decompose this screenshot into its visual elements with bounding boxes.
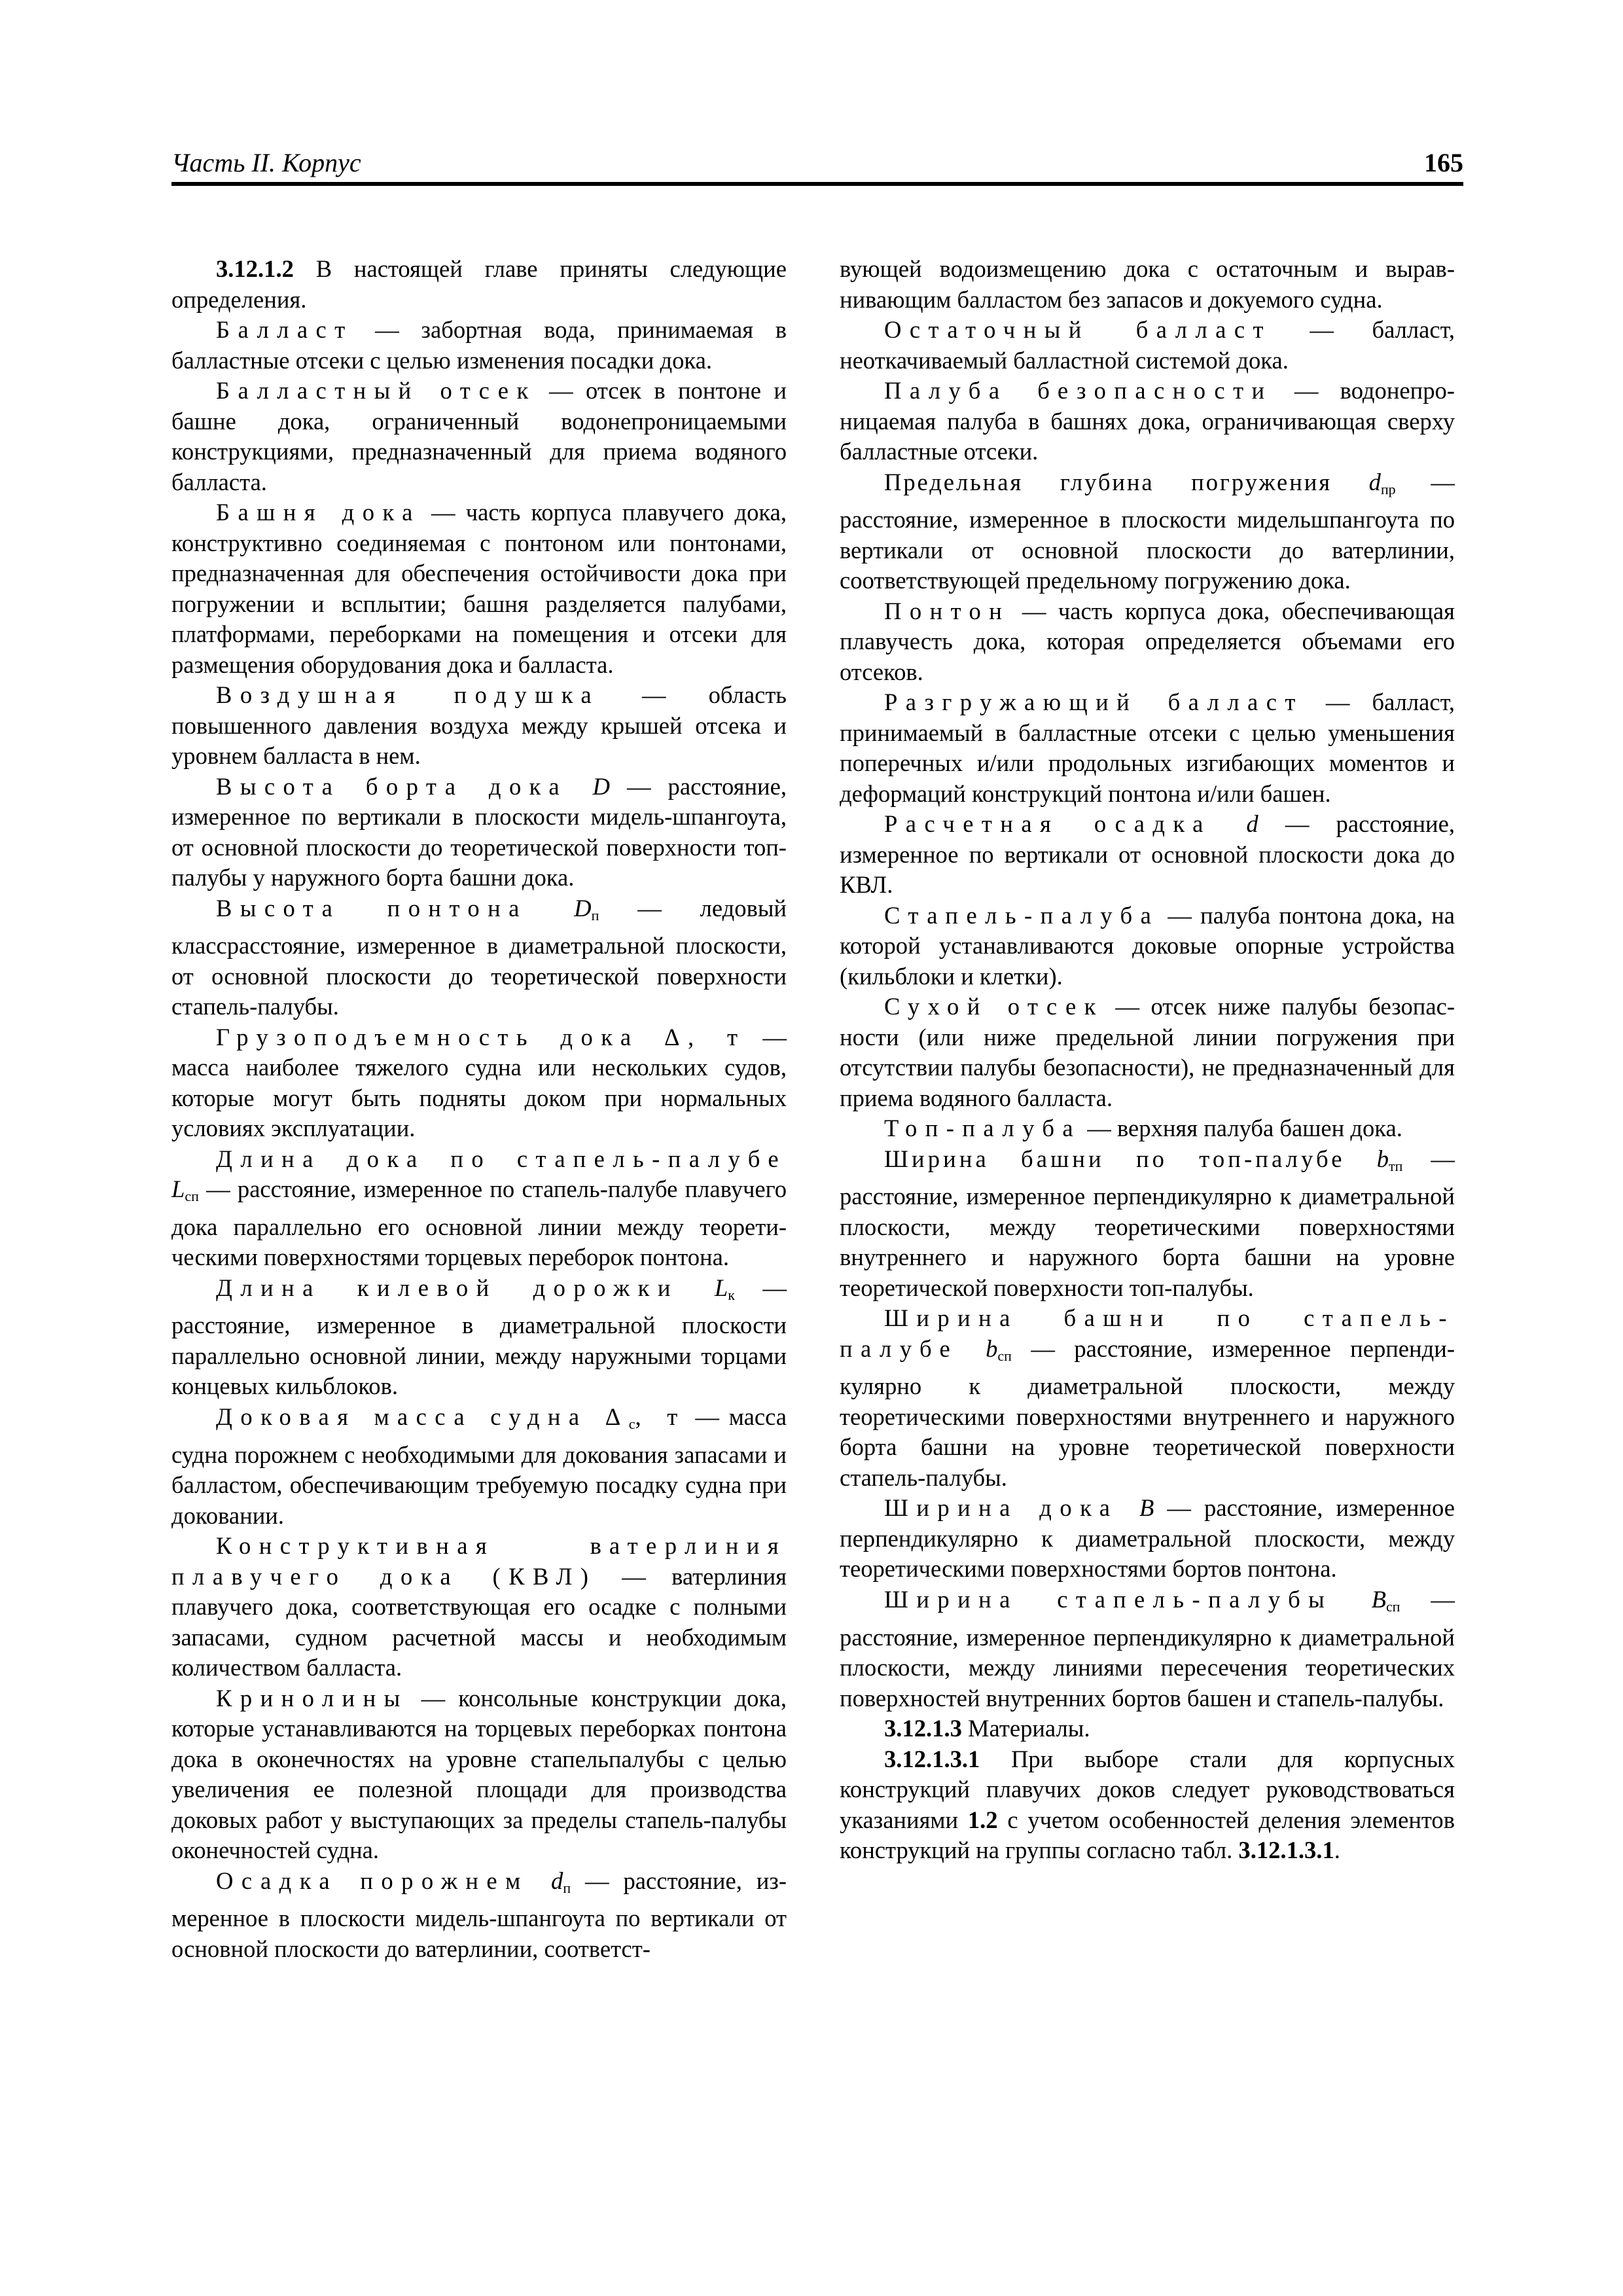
- symbol-subscript: сп: [1385, 1598, 1400, 1615]
- definition-pontoon-deck-breadth: Ширина стапель-палубы $B_{сп}$ — расстояние, измеренное перпендикулярно к диаметральной плоскости, между линиями пересечения теоретических поверхностей внутренних бортов башен и стапель-палубы.: [840, 1585, 1455, 1712]
- symbol: L: [714, 1274, 728, 1301]
- definition-ballast-tank: Балластный отсек — отсек в понтоне и башне дока, ограниченный водонепроницаемыми конструкциями, предназначенный для приема водяного балласта.: [171, 377, 787, 495]
- defined-term: Разгружающий балласт: [884, 689, 1304, 716]
- definition-residual-ballast: Остаточный балласт — балласт, неоткачиваемый балластной системой дока.: [840, 316, 1455, 374]
- definition-pontoon: Понтон — часть корпуса дока, обеспечивающая плавучесть дока, которая определяется объемами его отсеков.: [840, 597, 1455, 685]
- defined-term: Балласт: [216, 316, 353, 343]
- definition-design-draught: Расчетная осадка d — расстояние, измеренное по вертикали от основной плоскости дока до КВЛ.: [840, 810, 1455, 899]
- defined-term: Кринолины: [216, 1684, 408, 1712]
- symbol: b: [1376, 1145, 1389, 1172]
- definition-dock-breadth: Ширина дока B — расстояние, измеренное перпендикулярно к диаметральной плоскости, между теоретическими поверхностями бортов понтона.: [840, 1494, 1455, 1583]
- symbol: B: [1139, 1494, 1154, 1522]
- defined-term: Стапель-палуба: [884, 901, 1160, 929]
- symbol: B: [1371, 1585, 1386, 1613]
- section-number: 3.12.1.2: [216, 255, 294, 282]
- defined-term: Ширина башни по стапель-палубе: [840, 1304, 1455, 1362]
- defined-term: Палуба безопасности: [884, 377, 1273, 404]
- page-number: 165: [1424, 148, 1463, 177]
- section-reference: 1.2: [967, 1806, 998, 1833]
- defined-term: Высота понтона: [216, 894, 575, 922]
- defined-term: Остаточный балласт: [884, 316, 1272, 343]
- paragraph-continuation: вующей водоизмещению дока с остаточным и выравнивающим балластом без запасов и докуемого судна.: [840, 255, 1455, 313]
- definition-dock-depth: Высота борта дока D — расстояние, измеренное по вертикали в плоскости мидель-шпангоута, от основной плоскости до теоретической поверхности топ-палубы у наружного борта башни дока.: [171, 772, 787, 891]
- definition-tower-width-pontoon: Ширина башни по стапель-палубе $b_{сп}$ — расстояние, измеренное перпендикулярно к диаметральной плоскости, между теоретическими поверхностями внутреннего и наружного борта башни на уровне теоретической поверхности стапель-палубы.: [840, 1304, 1455, 1491]
- defined-term: Высота борта дока: [216, 772, 593, 800]
- defined-term: Грузоподъемность дока Δ, т: [216, 1023, 746, 1050]
- symbol-subscript: тп: [1389, 1157, 1403, 1174]
- symbol: L: [171, 1175, 185, 1203]
- defined-term: Конструктивная ватерлиния плавучего дока (КВЛ): [171, 1532, 787, 1590]
- definition-max-submergence: Предельная глубина погружения $d_{пр}$ — расстояние, измеренное в плоскости мидельшпангоута по вертикали от основной плоскости до ватерлинии, соответствующей предельному погружению дока.: [840, 468, 1455, 594]
- definition-design-waterline: Конструктивная ватерлиния плавучего дока (КВЛ) — ватерлиния плавучего дока, соответствующая его осадке с полными запасами, судном расчетной массы и необходимым количеством балласта.: [171, 1532, 787, 1681]
- symbol-subscript: п: [563, 1879, 571, 1896]
- defined-term: Воздушная подушка: [216, 681, 600, 708]
- symbol: D: [574, 894, 592, 922]
- defined-term: Длина килевой дорожки: [216, 1274, 715, 1301]
- defined-term: Балластный отсек: [216, 377, 537, 404]
- definition-pontoon-depth: Высота понтона $D_п$ — ледовый классрасстояние, измеренное в диаметральной плоскости, от основной плоскости до теоретической поверхности стапель-палубы.: [171, 894, 787, 1020]
- defined-term: Доковая масса судна Δ: [216, 1403, 629, 1430]
- symbol-subscript: к: [728, 1286, 735, 1303]
- definition-ballast: Балласт — забортная вода, принимаемая в балластные отсеки с целью изменения посадки дока.: [171, 316, 787, 374]
- page-header: [171, 143, 1463, 186]
- definition-air-cushion: Воздушная подушка — область повышенного давления воздуха между крышей отсека и уровнем балласта в нем.: [171, 681, 787, 769]
- defined-term: Понтон: [884, 597, 1010, 624]
- definition-docking-mass: Доковая масса судна $\Delta_с$, т — масса судна порожнем с необходимыми для докования запасами и балластом, обеспечивающим требуемую посадку судна при доковании.: [171, 1403, 787, 1529]
- definition-dock-tower: Башня дока — часть корпуса плавучего дока, конструктивно соединяемая с понтоном или понтонами, предназначенная для обеспечения остойчивости дока при погружении и всплытии; башня разделяется палубами, платформами, переборками на помещения и отсеки для размещения оборудования дока и балласта.: [171, 499, 787, 678]
- definition-tower-width-top: Ширина башни по топ-палубе $b_{тп}$ — расстояние, измеренное перпендикулярно к диаметральной плоскости, между теоретическими поверхностями внутреннего и наружного борта башни на уровне теоретической поверхности топ-палубы.: [840, 1145, 1455, 1301]
- definition-dock-length: Длина дока по стапель-палубе $L_{сп}$ — расстояние, измеренное по стапель-палубе плавучего дока параллельно его основной линии между теоретическими поверхностями торцевых переборок понтона.: [171, 1145, 787, 1271]
- defined-term: Ширина стапель-палубы: [884, 1585, 1372, 1613]
- running-title: Часть II. Корпус: [171, 148, 361, 177]
- defined-term: Длина дока по стапель-палубе: [216, 1145, 787, 1172]
- defined-term: Ширина башни по топ-палубе: [884, 1145, 1377, 1172]
- symbol-subscript: с: [628, 1416, 635, 1433]
- symbol: b: [986, 1335, 998, 1362]
- table-reference: 3.12.1.3.1: [1238, 1837, 1334, 1864]
- section-number: 3.12.1.3: [884, 1715, 962, 1742]
- symbol: d: [1246, 810, 1258, 838]
- section-number: 3.12.1.3.1: [884, 1745, 980, 1772]
- right-column: [840, 254, 1455, 1866]
- definition-top-deck: Топ-палуба — верхняя палуба башен дока.: [884, 1115, 1402, 1142]
- paragraph-3-12-1-3: 3.12.1.3 Материалы.: [884, 1715, 1090, 1742]
- paragraph-3-12-1-3-1: 3.12.1.3.1 При выборе стали для корпусных конструкций плавучих доков следует руководствоваться указаниями 1.2 с учетом особенностей деления элементов конструкций на группы согласно табл. 3.12.1.3.1.: [840, 1745, 1455, 1864]
- symbol-subscript: сп: [997, 1347, 1012, 1364]
- defined-term: Топ-палуба: [884, 1115, 1082, 1142]
- defined-term: Башня дока: [216, 499, 421, 526]
- definition-relieving-ballast: Разгружающий балласт — балласт, принимаемый в балластные отсеки с целью уменьшения поперечных и/или продольных изгибающих моментов и деформаций конструкций понтона и/или башен.: [840, 689, 1455, 807]
- definition-pontoon-deck: Стапель-палуба — палуба понтона дока, на которой устанавливаются доковые опорные устройства (кильблоки и клетки).: [840, 901, 1455, 990]
- defined-term: Осадка порожнем: [216, 1867, 552, 1894]
- defined-term: Предельная глубина погружения: [884, 468, 1369, 495]
- paragraph-3-12-1-2: 3.12.1.2 В настоящей главе приняты следующие определения.: [171, 255, 787, 313]
- definition-crinolines: Кринолины — консольные конструкции дока, которые устанавливаются на торцевых переборках понтона дока в оконечностях на уровне стапельпалубы с целью увеличения ее полезной площади для производства доковых работ у выступающих за пределы стапель-палубы оконечностей судна.: [171, 1684, 787, 1864]
- defined-term: Расчетная осадка: [884, 810, 1247, 838]
- definition-lifting-capacity: Грузоподъемность дока Δ, т — масса наиболее тяжелого судна или нескольких судов, которые могут быть подняты доком при нормальных условиях эксплуатации.: [171, 1023, 787, 1142]
- symbol: d: [551, 1867, 563, 1894]
- defined-term: Ширина дока: [884, 1494, 1139, 1522]
- definition-dry-tank: Сухой отсек — отсек ниже палубы безопасности (или ниже предельной линии погружения при отсутствии палубы безопасности), не предназначенный для приема водяного балласта.: [840, 993, 1455, 1111]
- definition-safety-deck: Палуба безопасности — водонепроницаемая палуба в башнях дока, ограничивающая сверху балластные отсеки.: [840, 377, 1455, 465]
- symbol-subscript: п: [591, 906, 599, 924]
- definition-light-draught: Осадка порожнем $d_п$ — расстояние, измеренное в плоскости мидель-шпангоута по вертикали от основной плоскости до ватерлинии, соответст-: [171, 1867, 787, 1962]
- symbol-subscript: сп: [185, 1188, 199, 1205]
- symbol-subscript: пр: [1380, 480, 1396, 497]
- left-column: [171, 254, 787, 1964]
- defined-term: Сухой отсек: [884, 993, 1104, 1020]
- definition-keel-track-length: Длина килевой дорожки $L_к$ — расстояние, измеренное в диаметральной плоскости параллельно основной линии, между наружными торцами концевых кильблоков.: [171, 1274, 787, 1400]
- symbol: d: [1368, 468, 1381, 495]
- symbol: D: [592, 772, 610, 800]
